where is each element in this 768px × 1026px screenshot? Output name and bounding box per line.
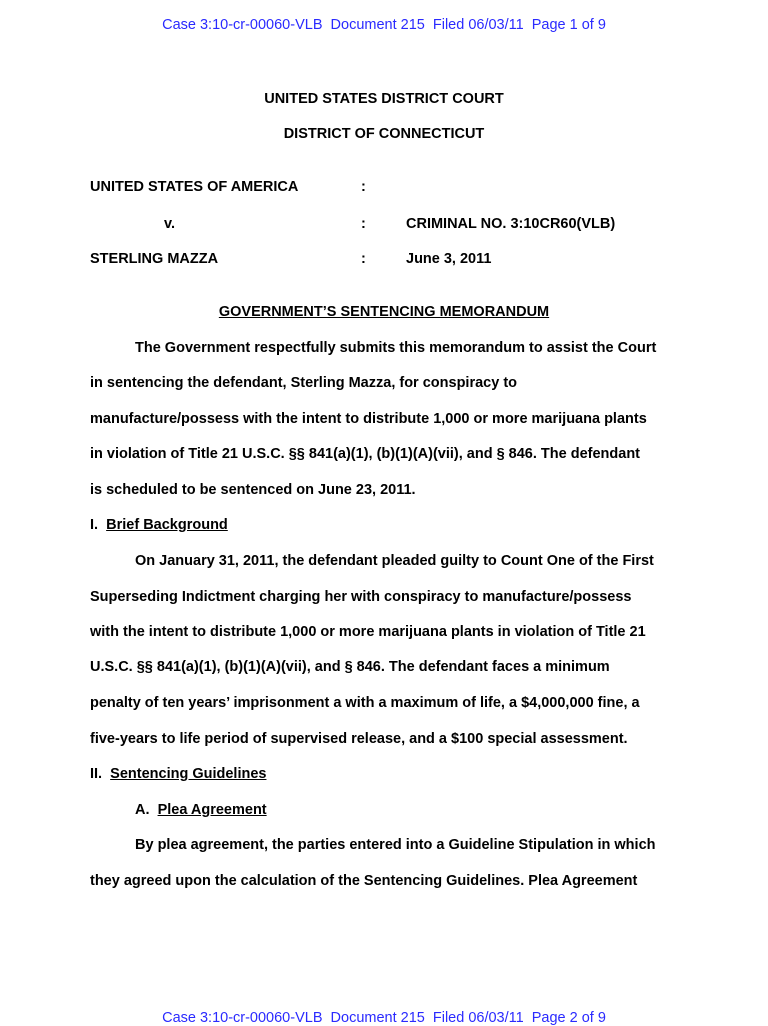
section-title: Sentencing Guidelines — [110, 766, 267, 782]
paragraph-line: On January 31, 2011, the defendant pleaded guilty to Count One of the First — [135, 553, 654, 569]
court-district: DISTRICT OF CONNECTICUT — [283, 126, 485, 142]
section-heading-guidelines — [90, 766, 266, 782]
caption-colon: : — [361, 179, 366, 195]
paragraph-line: five-years to life period of supervised release, and a $100 special assessment. — [90, 731, 628, 747]
footer-filed-date: Filed 06/03/11 — [432, 1010, 524, 1026]
paragraph-line: manufacture/possess with the intent to distribute 1,000 or more marijuana plants — [90, 411, 647, 427]
paragraph-line: is scheduled to be sentenced on June 23, 2011. — [90, 482, 416, 498]
paragraph-line: By plea agreement, the parties entered into a Guideline Stipulation in which — [135, 837, 656, 853]
paragraph-line: they agreed upon the calculation of the Sentencing Guidelines. Plea Agreement — [90, 873, 638, 889]
page-header — [0, 17, 768, 33]
paragraph-line: penalty of ten years’ imprisonment a with a maximum of life, a $4,000,000 fine, a — [90, 695, 640, 711]
paragraph-line: in violation of Title 21 U.S.C. §§ 841(a)(1), (b)(1)(A)(vii), and § 846. The defendant — [90, 446, 641, 462]
header-page-number: Page 1 of 9 — [531, 17, 606, 33]
header-document: Document 215 — [330, 17, 425, 33]
caption-date: June 3, 2011 — [406, 251, 492, 267]
paragraph-line: with the intent to distribute 1,000 or more marijuana plants in violation of Title 21 — [90, 624, 646, 640]
paragraph-line: U.S.C. §§ 841(a)(1), (b)(1)(A)(vii), and § 846. The defendant faces a minimum — [90, 659, 610, 675]
paragraph-line: in sentencing the defendant, Sterling Mazza, for conspiracy to — [90, 375, 518, 391]
section-title: Brief Background — [106, 517, 228, 533]
section-number: I. — [90, 517, 99, 533]
document-title: GOVERNMENT’S SENTENCING MEMORANDUM — [218, 304, 550, 320]
subsection-title: Plea Agreement — [157, 802, 267, 818]
caption-criminal-number: CRIMINAL NO. 3:10CR60(VLB) — [406, 216, 616, 232]
caption-versus: v. — [164, 216, 176, 232]
subsection-heading-plea — [135, 802, 267, 818]
footer-case-number: Case 3:10-cr-00060-VLB — [162, 1010, 323, 1026]
paragraph-line: Superseding Indictment charging her with conspiracy to manufacture/possess — [90, 589, 632, 605]
footer-page-number: Page 2 of 9 — [531, 1010, 606, 1026]
caption-plaintiff: UNITED STATES OF AMERICA — [90, 179, 299, 195]
header-filed-date: Filed 06/03/11 — [432, 17, 524, 33]
subsection-letter: A. — [135, 802, 150, 818]
caption-colon: : — [361, 251, 366, 267]
header-case-number: Case 3:10-cr-00060-VLB — [162, 17, 323, 33]
caption-colon: : — [361, 216, 366, 232]
paragraph-line: The Government respectfully submits this memorandum to assist the Court — [135, 340, 657, 356]
section-number: II. — [90, 766, 103, 782]
footer-document: Document 215 — [330, 1010, 425, 1026]
caption-defendant: STERLING MAZZA — [90, 251, 219, 267]
court-name: UNITED STATES DISTRICT COURT — [264, 91, 504, 107]
section-heading-background — [90, 517, 228, 533]
